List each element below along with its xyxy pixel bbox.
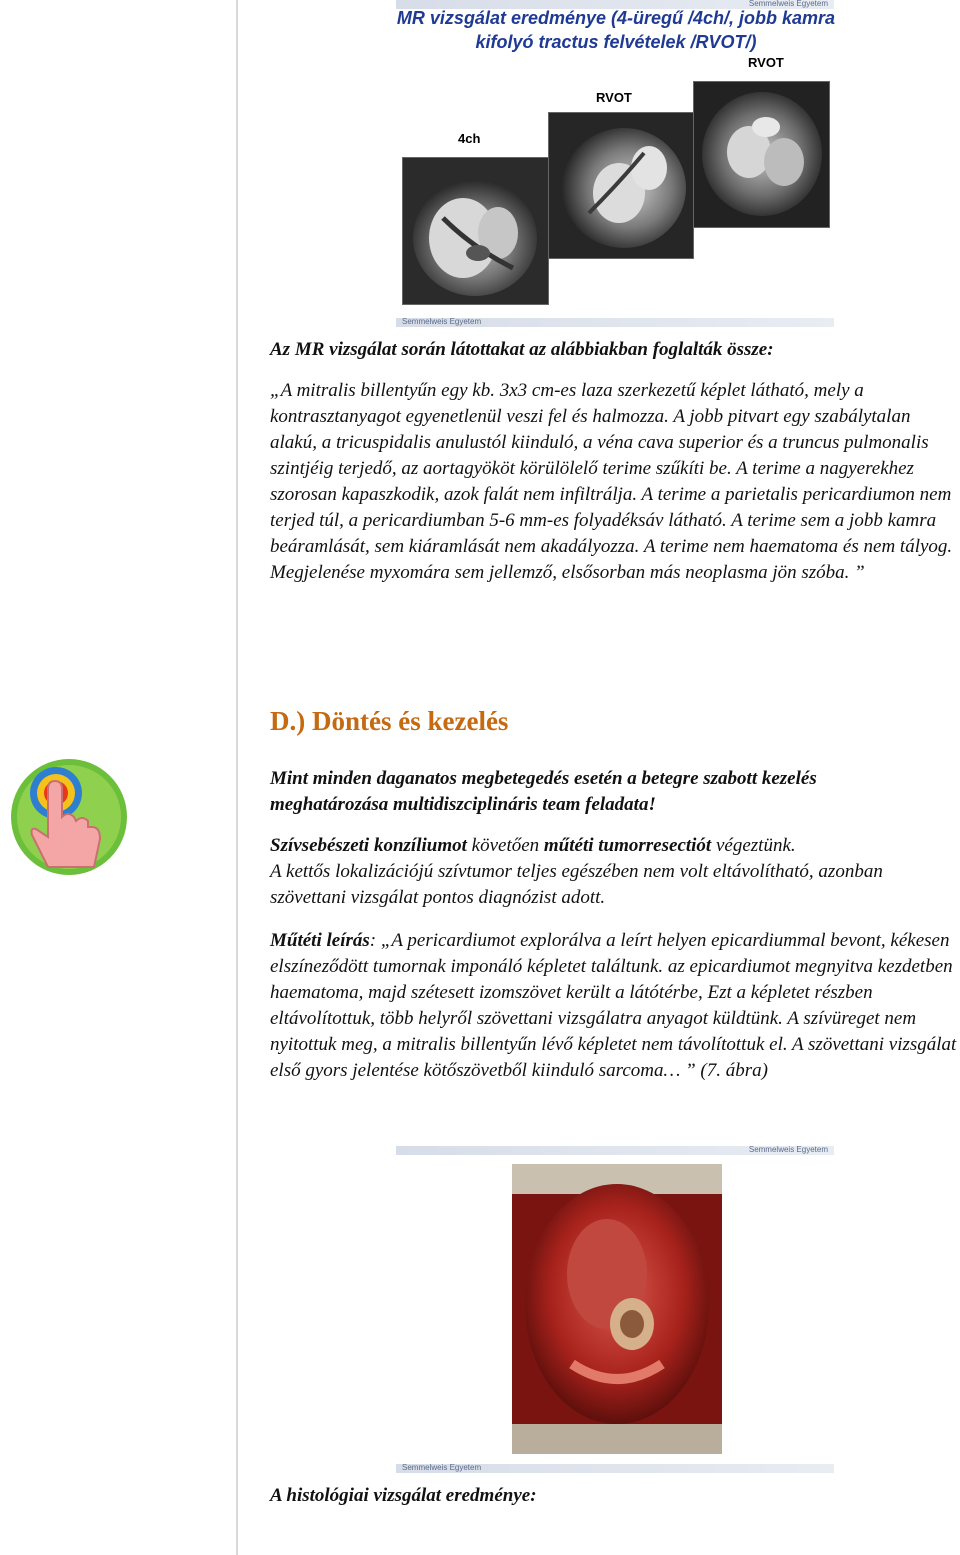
slide-header-bar (396, 1464, 834, 1473)
section-d-letter: D. (270, 706, 297, 736)
label-rvot-2: RVOT (748, 55, 784, 70)
label-4ch: 4ch (458, 131, 481, 146)
mr-image-rvot-2 (693, 81, 830, 228)
team-sentence: Mint minden daganatos megbetegedés esetén a betegre szabott kezelés meghatározása multidiszciplináris team feladata! (270, 768, 817, 815)
page-margin-line (236, 0, 238, 1555)
mr-slide-title: MR vizsgálat eredménye (4-üregű /4ch/, jobb kamra kifolyó tractus felvételek /RVOT/) (396, 8, 836, 52)
mr-image-rvot-1 (548, 112, 694, 259)
surgical-resection: műtéti tumorresectiót (543, 835, 712, 856)
mr-summary-intro: Az MR vizsgálat során látottakat az alábbiakban foglalták össze: (270, 339, 774, 360)
brand-label: Semmelweis Egyetem (402, 1463, 482, 1472)
p1-text-e: A kettős lokalizációjú szívtumor teljes egészében nem volt eltávolítható, azonban szövettani vizsgálat pontos diagnózist adott. (270, 861, 883, 908)
surgical-photo (512, 1164, 722, 1454)
brand-label: Semmelweis Egyetem (748, 0, 828, 8)
label-rvot-1: RVOT (596, 90, 632, 105)
section-d-heading (270, 706, 508, 737)
slide-header-bar (396, 1146, 834, 1155)
mr-summary-paragraph: „A mitralis billentyűn egy kb. 3x3 cm-es laza szerkezetű képlet látható, mely a kontrasztanyagot egyenetlenül veszi fel és halmozza. A jobb pitvart egy szabálytalan alakú, a tricuspidalis anulustól kiinduló, a véna cava superior és a truncus pulmonalis szintjéig terjedő, az aortagyököt körülölelő terime szűkíti be. A terime a nagyerekhez szorosan kapaszkodik, azok falát nem infiltrálja. A terime a parietalis pericardiumon nem terjed túl, a pericardiumban 5-6 mm-es folyadéksáv látható. A terime sem a jobb kamra beáramlását, sem kiáramlását nem akadályozza. A terime nem haematoma és nem tályog. Megjelenése myxomára sem jellemző, elsősorban más neoplasma jön szóba. ” (270, 380, 953, 583)
p1-text-d: végeztünk. (711, 835, 796, 856)
p1-text-b: követően (466, 835, 544, 856)
touch-hand-icon (8, 757, 130, 881)
cardiac-surgery-consult: Szívsebészeti konzíliumot (270, 835, 467, 856)
operation-label: Műtéti leírás (270, 930, 370, 951)
section-d-title: ) Döntés és kezelés (296, 706, 509, 736)
operation-text: : „A pericardiumot explorálva a leírt helyen epicardiummal bevont, kékesen elszíneződött tumornak imponáló képletet találtunk. az epicardiumot megnyitva kezdetben haematoma, majd szétesett izomszövet került a látótérbe, Ezt a képletet részben eltávolítottuk, több helyről szövettani vizsgálatra anyagot küldtünk. A szívüreget nem nyitottuk meg, a mitralis billentyűn lévő képletet nem távolítottuk el. A szövettani vizsgálat első gyors jelentése kötőszövetből kiinduló sarcoma… ” (7. ábra) (270, 930, 957, 1081)
brand-label: Semmelweis Egyetem (748, 1145, 828, 1154)
slide-header-bar (396, 318, 834, 327)
operation-description (270, 928, 960, 1084)
histology-heading: A histológiai vizsgálat eredménye: (270, 1485, 537, 1506)
surgery-paragraph (270, 833, 960, 911)
brand-label: Semmelweis Egyetem (402, 317, 482, 326)
mr-image-4ch (402, 157, 549, 305)
